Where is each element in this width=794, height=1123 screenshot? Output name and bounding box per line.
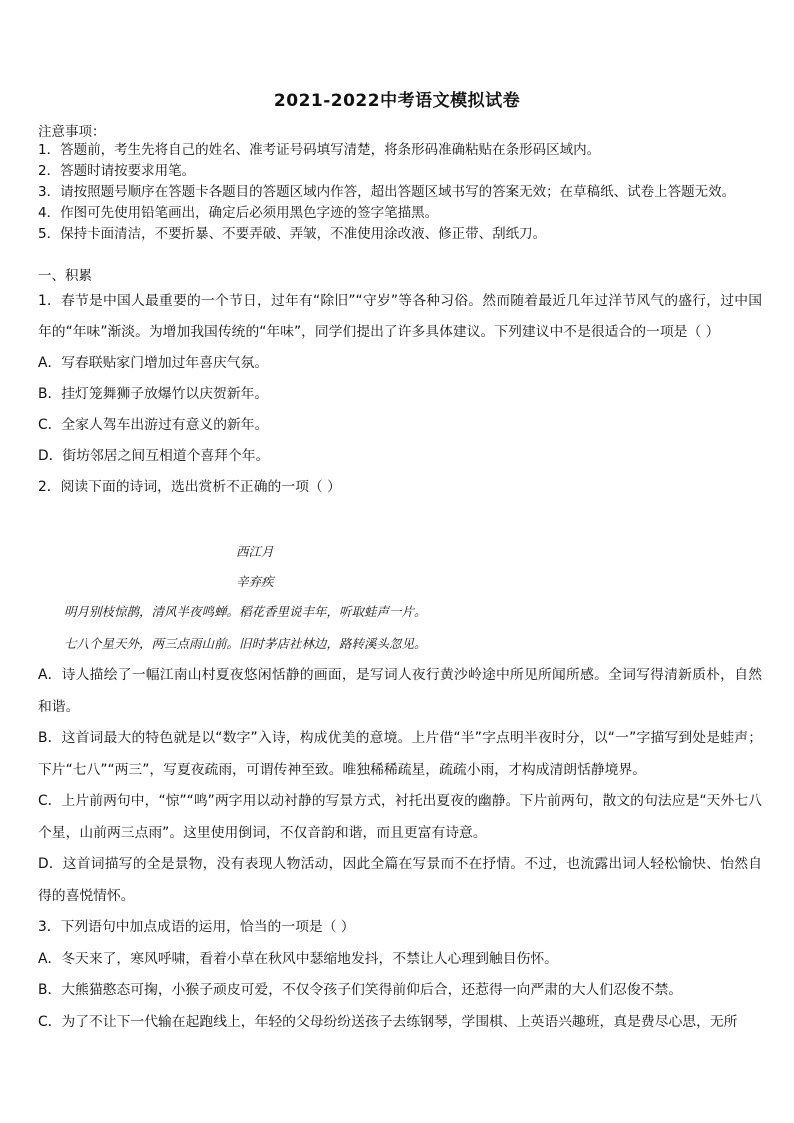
question-1-stem: 1．春节是中国人最重要的一个节日，过年有“除旧”“守岁”等各种习俗。然而随着最近几年过洋节风气的盛行，过中国年的“年味”渐淡。为增加我国传统的“年味”，同学们提出了许多具体建议。下列建议中不是很适合的一项是（ ） [38,293,762,340]
question-3-option-a: A．冬天来了，寒风呼啸，看着小草在秋风中瑟缩地发抖，不禁让人心理到触目伤怀。 [38,950,558,967]
notice-item: 2．答题时请按要求用笔。 [38,163,196,179]
notice-item: 4．作图可先使用铅笔画出，确定后必须用黑色字迹的签字笔描黑。 [38,205,439,221]
question-3-option-b: B．大熊猫憨态可掬，小猴子顽皮可爱，不仅令孩子们笑得前仰后合，还惹得一向严肃的大人们忍俊不禁。 [38,982,683,998]
notice-item: 1．答题前，考生先将自己的姓名、准考证号码填写清楚，将条形码准确粘贴在条形码区域内。 [38,142,601,158]
poem-line: 明月别枝惊鹊，清风半夜鸣蝉。稻花香里说丰年，听取蛙声一片。 [64,604,427,619]
question-1-option-a: A．写春联贴家门增加过年喜庆气氛。 [38,355,269,371]
questions-2-3 [38,660,762,1038]
poem-title: 西江月 [236,544,274,559]
section-heading: 一、积累 [38,268,92,284]
question-2-option-c: C．上片前两句中，“惊”“鸣”两字用以动衬静的写景方式，衬托出夏夜的幽静。下片前两句，散文的句法应是“天外七八个星，山前两三点雨”。这里使用倒词，不仅音韵和谐，而且更富有诗意。 [38,793,762,841]
notice-item: 5．保持卡面清洁，不要折暴、不要弄破、弄皱，不准使用涂改液、修正带、刮纸刀。 [38,226,547,242]
question-2-stem: 2．阅读下面的诗词，选出赏析不正确的一项（ ） [38,479,341,495]
question-1-option-b: B．挂灯笼舞狮子放爆竹以庆贺新年。 [38,386,269,402]
question-1-option-d: D．街坊邻居之间互相道个喜拜个年。 [38,448,270,464]
question-2-option-a: A．诗人描绘了一幅江南山村夏夜悠闲恬静的画面，是写词人夜行黄沙岭途中所见所闻所感。全词写得清新质朴，自然和谐。 [38,667,762,715]
question-1-option-c: C．全家人驾车出游过有意义的新年。 [38,417,269,433]
notice-list [38,140,768,245]
question-3-stem: 3．下列语句中加点成语的运用，恰当的一项是（ ） [38,919,355,935]
notice-heading: 注意事项： [38,124,106,140]
page-title: 2021-2022中考语文模拟试卷 [273,91,521,111]
poem-line: 七八个星天外，两三点雨山前。旧时茅店社林边，路转溪头忽见。 [64,636,427,651]
questions-1-2 [38,286,762,503]
poem-author: 辛弃疾 [236,574,274,589]
notice-item: 3．请按照题号顺序在答题卡各题目的答题区域内作答，超出答题区域书写的答案无效；在草稿纸、试卷上答题无效。 [38,184,736,200]
question-2-option-b: B．这首词最大的特色就是以“数字”入诗，构成优美的意境。上片借“半”字点明半夜时分，以“一”字描写到处是蛙声；下片“七八”“两三”，写夏夜疏雨，可谓传神至致。唯独稀稀疏星，疏疏小雨，才构成清朗恬静境界。 [38,730,762,778]
question-2-option-d: D．这首词描写的全是景物，没有表现人物活动，因此全篇在写景而不在抒情。不过，也流露出词人轻松愉快、怡然自得的喜悦情怀。 [38,856,762,904]
question-3-option-c: C．为了不让下一代输在起跑线上，年轻的父母纷纷送孩子去练钢琴，学围棋、上英语兴趣班，真是费尽心思，无所 [38,1013,738,1030]
